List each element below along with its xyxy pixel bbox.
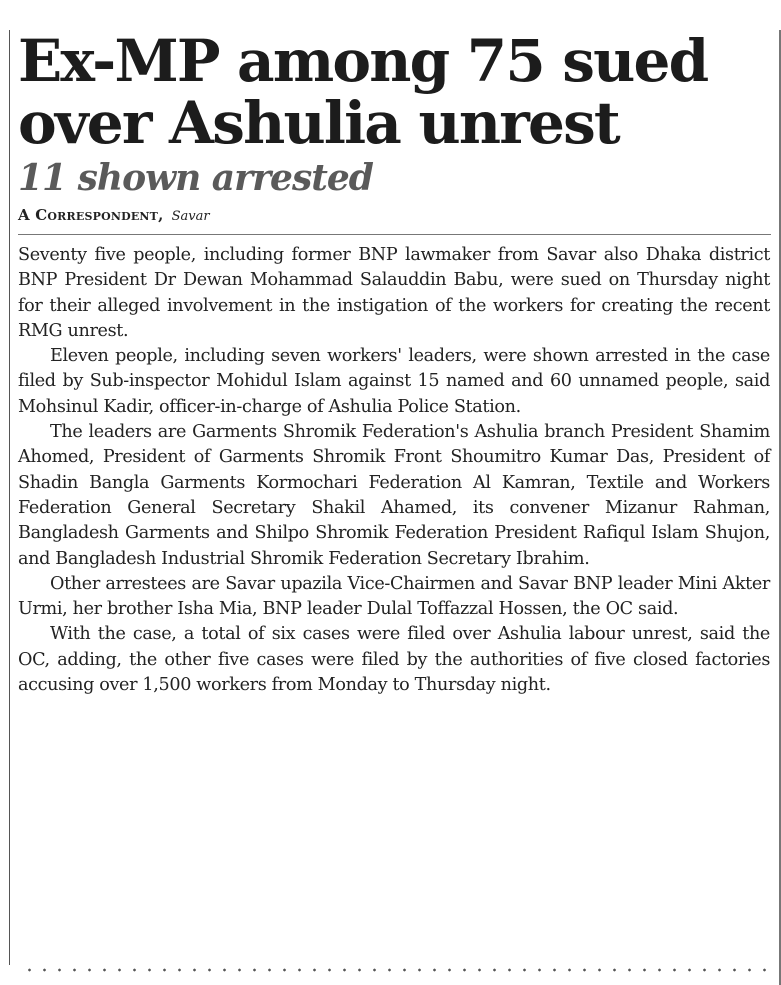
news-article [18,0,771,698]
headline-line-2: over Ashulia unrest [18,89,619,157]
paragraph: With the case, a total of six cases were filed over Ashulia labour unrest, said the OC, adding, the other five cases were filed by the authorities of five closed factories accusing over 1,500 workers from Monday to Thursday night. [18,624,770,696]
paragraph: Eleven people, including seven workers' leaders, were shown arrested in the case filed by Sub-inspector Mohidul Islam against 15 named and 60 unnamed people, said Mohsinul Kadir, officer-in-charge of Ashulia Police Station. [18,346,770,417]
column-rule-left [9,30,10,965]
dotted-divider [22,968,772,972]
paragraph: The leaders are Garments Shromik Federation's Ashulia branch President Shamim Ahomed, President of Garments Shromik Front Shoumitro Kumar Das, President of Shadin Bangla Garments Kormochari Federation Al Kamran, Textile and Workers Federation General Secretary Shakil Ahamed, its convener Mizanur Rahman, Bangladesh Garments and Shilpo Shromik Federation President Rafiqul Islam Shujon, and Bangladesh Industrial Shromik Federation Secretary Ibrahim. [18,422,770,569]
subheadline: 11 shown arrested [18,157,373,199]
headline-line-1: Ex-MP among 75 sued [18,27,708,95]
byline-name: A Correspondent, [18,206,164,224]
paragraph: Seventy five people, including former BNP lawmaker from Savar also Dhaka district BNP President Dr Dewan Mohammad Salauddin Babu, were sued on Thursday night for their alleged involvement in the instigation of the workers for creating the recent RMG unrest. [18,245,770,341]
article-body [18,243,770,698]
paragraph: Other arrestees are Savar upazila Vice-Chairmen and Savar BNP leader Mini Akter Urmi, her brother Isha Mia, BNP leader Dulal Toffazzal Hossen, the OC said. [18,573,770,620]
byline [18,207,771,235]
headline [18,0,778,157]
byline-place: Savar [171,209,210,224]
